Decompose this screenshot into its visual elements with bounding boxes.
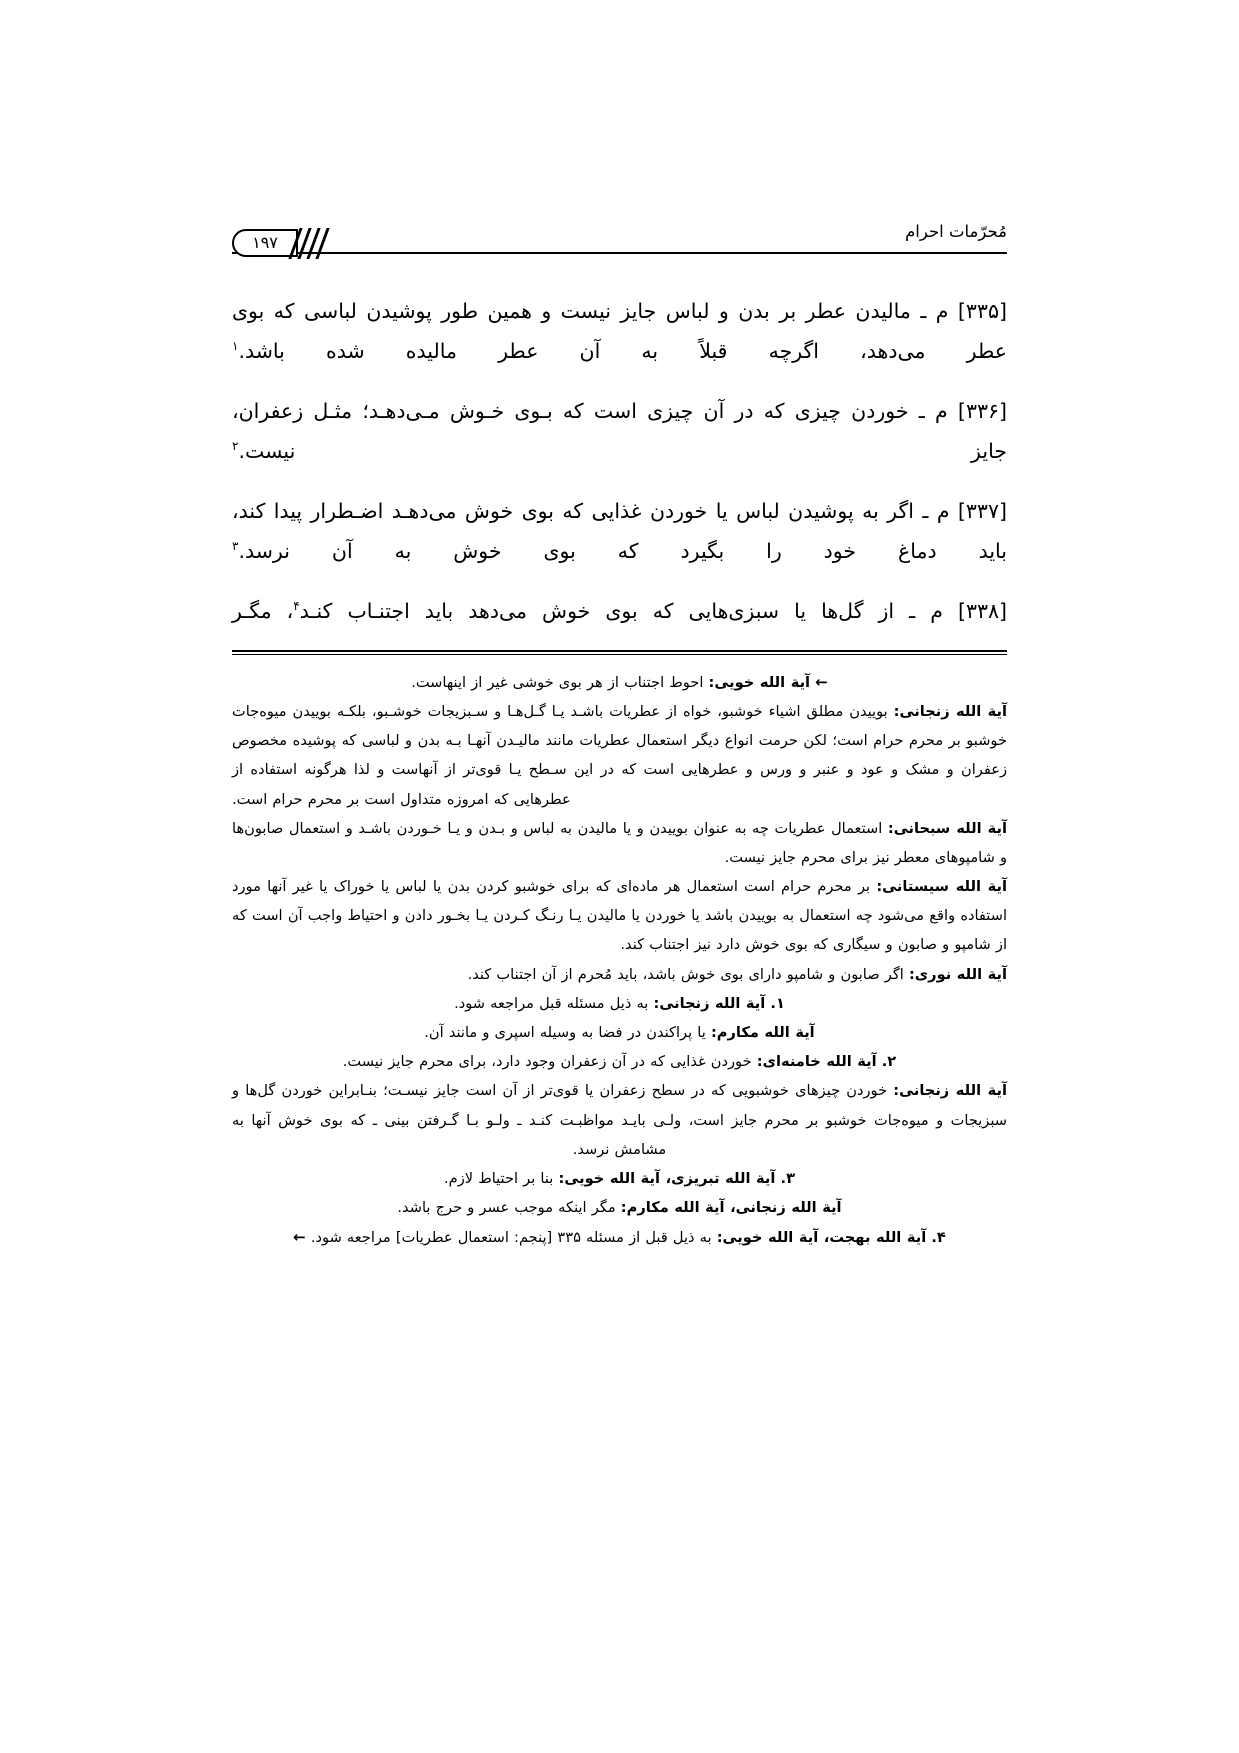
footnote-2-khamenei [232, 1047, 1007, 1076]
footnote-4-bahjat-khoei [232, 1222, 1007, 1252]
footnote-ref-2: ۲ [232, 439, 239, 454]
footnote-text: احوط اجتناب از هر بوی خوشی غیر از اینهاست. [411, 673, 704, 691]
marja-name: آیة الله زنجانی: [893, 702, 1007, 720]
footnote-continued-zanjani [232, 697, 1007, 814]
main-body [232, 292, 1007, 632]
masala-338-continuation: ، مگـر [232, 598, 294, 623]
footnote-1-zanjani [232, 989, 1007, 1018]
footnote-text: به ذیل مسئله قبل مراجعه شود. [454, 994, 649, 1012]
footnote-3-tabrizi-khoei [232, 1164, 1007, 1193]
masala-337-dash: ـ [922, 498, 929, 523]
footnote-divider [232, 650, 1007, 655]
footnote-continued-sobhani [232, 814, 1007, 872]
page-content-area [232, 222, 1007, 1253]
marja-name: آیة الله زنجانی: [893, 1082, 1008, 1100]
masala-335-label: [۳۳۵] م [935, 299, 1007, 323]
marja-name: آیة الله تبریزی، آیة الله خویی: [558, 1169, 776, 1187]
footnote-text: بر محرم حرام است استعمال هر ماده‌ای که برای خوشبو کردن بدن یا لباس یا خوراک یا غیر آنها مورد استفاده واقع می‌شود چه استعمال به بوییدن باشد یا خوردن یا مالیدن یـا رنـگ کـردن یـا بخـور دادن و احتیاط واجب آن است که از شامپو و صابون و سیگاری که بوی خوش دارد نیز اجتناب کند. [232, 878, 1007, 954]
masala-338 [232, 592, 1007, 632]
folio-badge [232, 229, 360, 259]
footnote-text: اگر صابون و شامپو دارای بوی خوش باشد، باید مُحرم از آن اجتناب کند. [467, 965, 904, 983]
marja-name: آیة الله نوری: [908, 965, 1007, 983]
footnote-ref-4: ۴ [293, 598, 300, 613]
footnote-index: ۴. [931, 1229, 946, 1247]
footnote-text: به ذیل قبل از مسئله ۳۳۵ [پنجم: استعمال عطریات] مراجعه شود. [310, 1229, 712, 1247]
marja-name: آیة الله بهجت، آیة الله خویی: [716, 1229, 927, 1247]
marja-name: آیة الله زنجانی، آیة الله مکارم: [620, 1199, 842, 1217]
footnote-text: بوییدن مطلق اشیاء خوشبو، خواه از عطریات باشـد یـا گـل‌هـا و سـبزیجات خوشـبو، بلکـه بوییدن میوه‌جات خوشبو بر محرم حرام است؛ لکن حرمت انواع دیگر استعمال عطریات مانند مالیـدن آنهـا بـه بدن و لباسی که پوشیده مخصوص زعفران و مشک و عود و عنبر و ورس و عطرهایی است که در این سـطح یـا قوی‌تر از آنهاست و لذا هرگونه استفاده از عطرهایی که امروزه متداول است بر محرم حرام است. [232, 702, 1007, 808]
footnote-3-zanjani-makarem [232, 1193, 1007, 1222]
footnote-2-zanjani [232, 1076, 1007, 1164]
footnote-text: استعمال عطریات چه به عنوان بوییدن و یا مالیدن به لباس و بـدن و یـا خـوردن باشـد و استعمال صابون‌ها و شامپوهای معطر نیز برای محرم جایز نیست. [232, 819, 1007, 866]
footnote-ref-1: ۱ [232, 339, 239, 354]
footnote-1-makarem [232, 1018, 1007, 1047]
footnote-text: خوردن چیزهای خوشبویی که در سطح زعفران یا قوی‌تر از آن است جایز نیسـت؛ بنـابراین خوردن گل‌ها و سبزیجات و میوه‌جات خوشبو بر محرم جایز است، ولـی بایـد مواظبـت کنـد ـ ولـو بـا گـرفتن بینی ـ که بوی خوش آنها به مشامش نرسد. [232, 1082, 1007, 1158]
masala-335-dash: ـ [920, 299, 927, 323]
marja-name: آیة الله زنجانی: [653, 994, 766, 1012]
footnote-text: یا پراکندن در فضا به وسیله اسپری و مانند آن. [424, 1024, 706, 1042]
footnote-text: خوردن غذایی که در آن زعفران وجود دارد، برای محرم جایز نیست. [342, 1053, 752, 1071]
marja-name: آیة الله سبحانی: [887, 819, 1007, 837]
marja-name: آیة الله خویی: [708, 673, 811, 691]
page-number: ۱۹۷ [252, 233, 278, 252]
marja-name: آیة الله مکارم: [710, 1024, 815, 1042]
footnote-continued-khoei [232, 667, 1007, 697]
masala-337 [232, 492, 1007, 572]
page-header [232, 222, 1007, 266]
footnote-section [232, 667, 1007, 1253]
masala-337-text: اگر به پوشیدن لباس یا خوردن غذایی که بوی خوش می‌دهـد اضـطرار پیدا کند، باید دماغ خود را بگیرد که بوی خوش به آن نرسد. [232, 498, 1007, 563]
footnote-continued-sistani [232, 872, 1007, 960]
masala-336-text: خوردن چیزی که در آن چیزی است که بـوی خـوش مـی‌دهـد؛ مثـل زعفران، جایز نیست. [232, 398, 1007, 463]
marja-name: آیة الله سیستانی: [876, 878, 1007, 896]
slash-ornament-icon [290, 228, 356, 259]
masala-336-dash: ـ [918, 398, 925, 423]
marja-name: آیة الله خامنه‌ای: [756, 1053, 877, 1071]
masala-336-label: [۳۳۶] م [935, 398, 1007, 423]
masala-338-text: از گل‌ها یا سبزی‌هایی که بوی خوش می‌دهد باید اجتنـاب کنـد [299, 598, 895, 623]
running-head-title: مُحرّمات احرام [905, 222, 1007, 241]
masala-335 [232, 292, 1007, 372]
footnote-index: ۱. [770, 994, 785, 1012]
continuation-arrow-icon: ← [815, 672, 828, 691]
footnote-text: مگر اینکه موجب عسر و حرج باشد. [397, 1199, 616, 1217]
footnote-text: بنا بر احتیاط لازم. [444, 1169, 554, 1187]
footnote-ref-3: ۳ [232, 539, 239, 554]
masala-338-label: [۳۳۸] م [930, 598, 1007, 623]
masala-336 [232, 392, 1007, 472]
masala-337-label: [۳۳۷] م [936, 498, 1007, 523]
footnote-index: ۳. [780, 1169, 795, 1187]
masala-338-dash: ـ [909, 598, 916, 623]
masala-335-text: مالیدن عطر بر بدن و لباس جایز نیست و همین طور پوشیدن لباسی که بوی عطر می‌دهد، اگرچه قبلاً به آن عطر مالیده شده باشد. [232, 299, 1007, 363]
continuation-arrow-icon: ← [293, 1228, 306, 1247]
footnote-index: ۲. [881, 1053, 897, 1071]
footnote-continued-nouri [232, 960, 1007, 989]
